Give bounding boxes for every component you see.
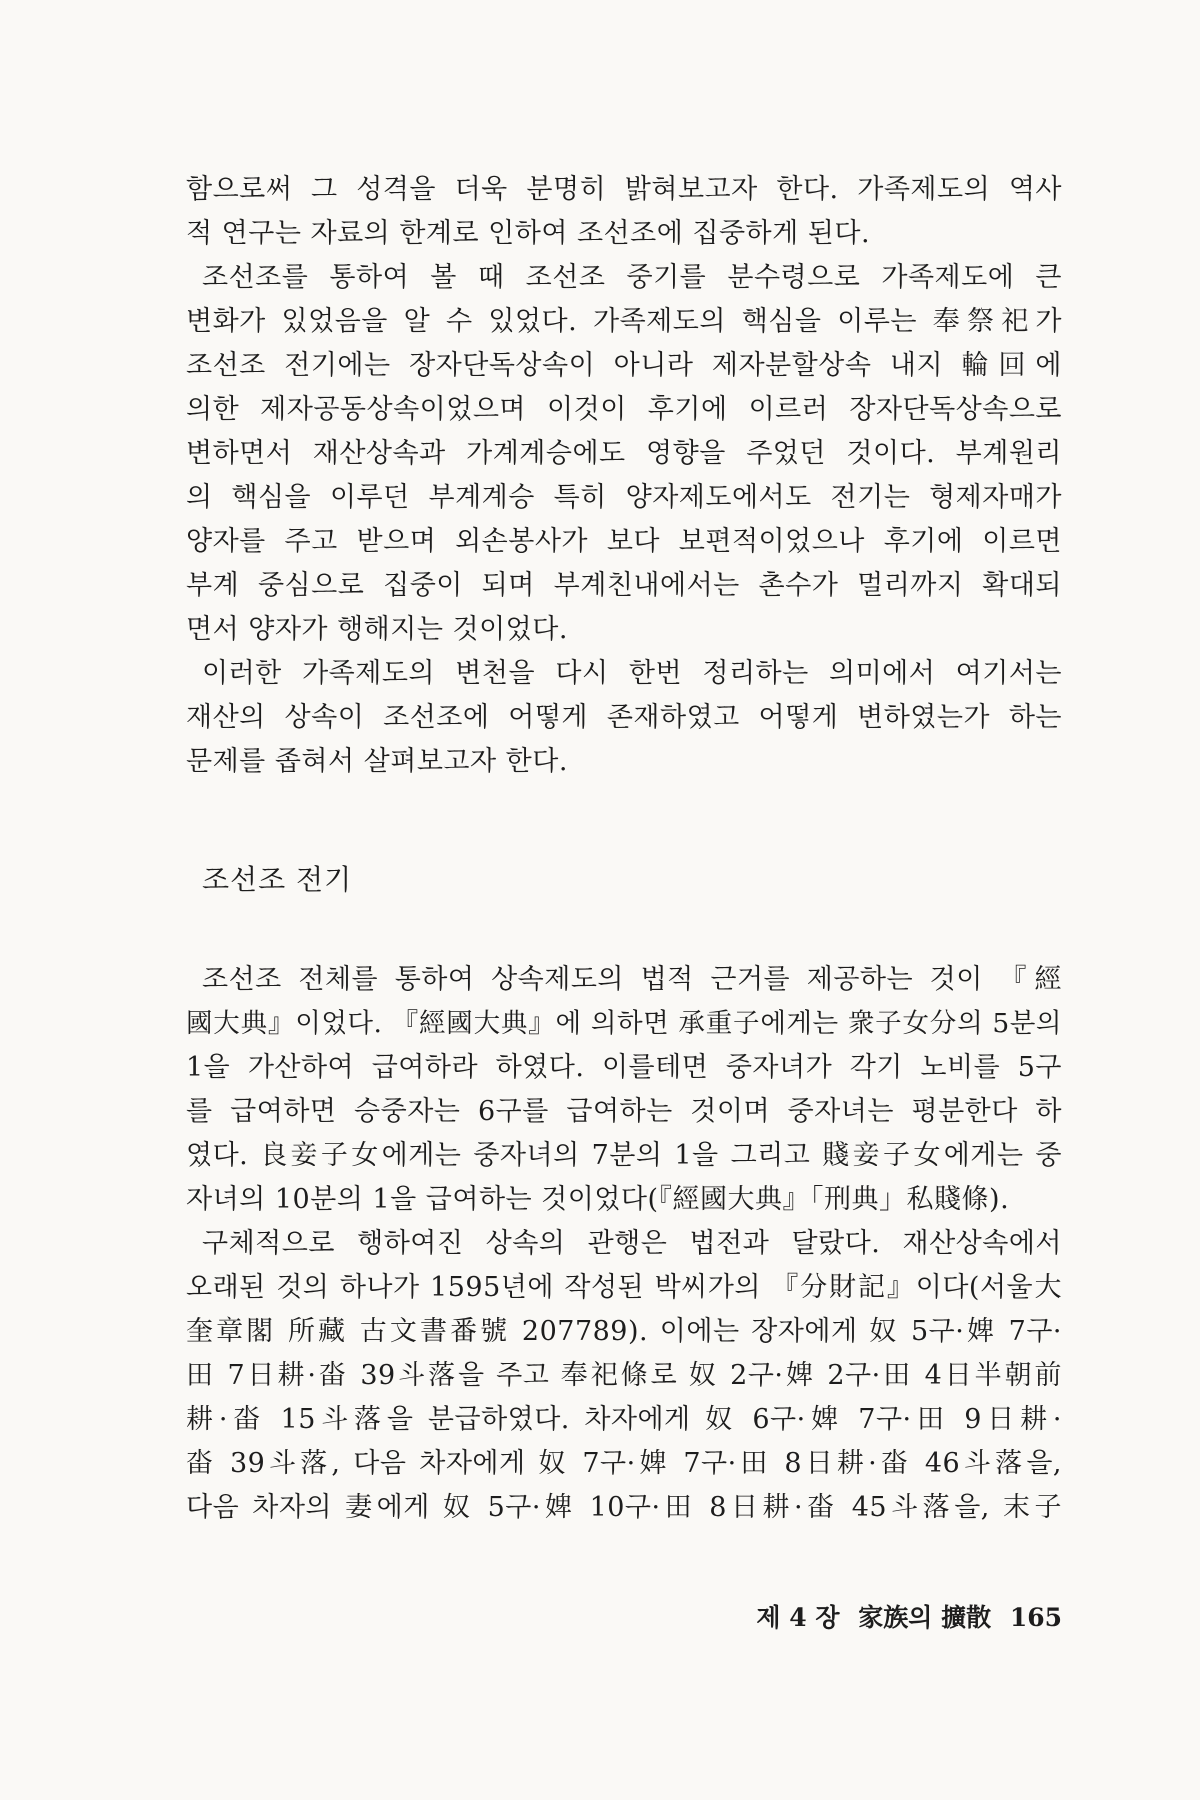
text-line: 구체적으로 행하여진 상속의 관행은 법전과 달랐다. 재산상속에서 <box>202 1228 1062 1259</box>
text-line: 조선조 전체를 통하여 상속제도의 법적 근거를 제공하는 것이 『經 <box>202 964 1062 995</box>
text-line: 함으로써 그 성격을 더욱 분명히 밝혀보고자 한다. 가족제도의 역사 <box>186 174 1062 205</box>
text-line: 자녀의 10분의 1을 급여하는 것이었다(『經國大典』「刑典」私賤條). <box>186 1184 1010 1215</box>
chapter-label: 제 4 장 <box>756 1603 840 1632</box>
text-line: 國大典』이었다. 『經國大典』에 의하면 承重子에게는 衆子女分의 5분의 <box>186 1008 1062 1039</box>
text-line: 변하면서 재산상속과 가계계승에도 영향을 주었던 것이다. 부계원리 <box>186 438 1062 469</box>
section-heading: 조선조 전기 <box>202 863 353 896</box>
page-number: 165 <box>1009 1603 1062 1632</box>
text-line: 변화가 있었음을 알 수 있었다. 가족제도의 핵심을 이루는 奉祭祀가 <box>186 306 1062 337</box>
text-line: 의한 제자공동상속이었으며 이것이 후기에 이르러 장자단독상속으로 <box>186 394 1062 425</box>
text-line: 부계 중심으로 집중이 되며 부계친내에서는 촌수가 멀리까지 확대되 <box>186 570 1062 601</box>
text-line: 문제를 좁혀서 살펴보고자 한다. <box>186 746 568 777</box>
text-line: 1을 가산하여 급여하라 하였다. 이를테면 중자녀가 각기 노비를 5구 <box>186 1052 1062 1083</box>
text-line: 다음 차자의 妻에게 奴 5구·婢 10구·田 8日耕·畓 45斗落을, 末子 <box>186 1492 1062 1523</box>
text-line: 적 연구는 자료의 한계로 인하여 조선조에 집중하게 된다. <box>186 218 871 249</box>
text-line: 재산의 상속이 조선조에 어떻게 존재하였고 어떻게 변하였는가 하는 <box>186 702 1062 733</box>
text-line: 양자를 주고 받으며 외손봉사가 보다 보편적이었으나 후기에 이르면 <box>186 526 1062 557</box>
text-line: 를 급여하면 승중자는 6구를 급여하는 것이며 중자녀는 평분한다 하 <box>186 1096 1062 1127</box>
page-footer <box>714 1596 1062 1640</box>
text-line: 면서 양자가 행해지는 것이었다. <box>186 614 568 645</box>
text-line: 의 핵심을 이루던 부계계승 특히 양자제도에서도 전기는 형제자매가 <box>186 482 1062 513</box>
text-line: 였다. 良妾子女에게는 중자녀의 7분의 1을 그리고 賤妾子女에게는 중 <box>186 1140 1062 1171</box>
text-line: 이러한 가족제도의 변천을 다시 한번 정리하는 의미에서 여기서는 <box>202 658 1062 689</box>
text-line: 畓 39斗落, 다음 차자에게 奴 7구·婢 7구·田 8日耕·畓 46斗落을, <box>186 1448 1062 1479</box>
body-text-bottom <box>186 958 1062 1530</box>
text-line: 田 7日耕·畓 39斗落을 주고 奉祀條로 奴 2구·婢 2구·田 4日半朝前 <box>186 1360 1062 1391</box>
text-line: 오래된 것의 하나가 1595년에 작성된 박씨가의 『分財記』이다(서울大 <box>186 1272 1062 1303</box>
body-text-top <box>186 168 1062 784</box>
text-line: 耕·畓 15斗落을 분급하였다. 차자에게 奴 6구·婢 7구·田 9日耕· <box>186 1404 1062 1435</box>
text-line: 조선조 전기에는 장자단독상속이 아니라 제자분할상속 내지 輪回에 <box>186 350 1062 381</box>
text-line: 奎章閣 所藏 古文書番號 207789). 이에는 장자에게 奴 5구·婢 7구· <box>186 1316 1062 1347</box>
chapter-title: 家族의 擴散 <box>858 1603 992 1632</box>
text-line: 조선조를 통하여 볼 때 조선조 중기를 분수령으로 가족제도에 큰 <box>202 262 1062 293</box>
